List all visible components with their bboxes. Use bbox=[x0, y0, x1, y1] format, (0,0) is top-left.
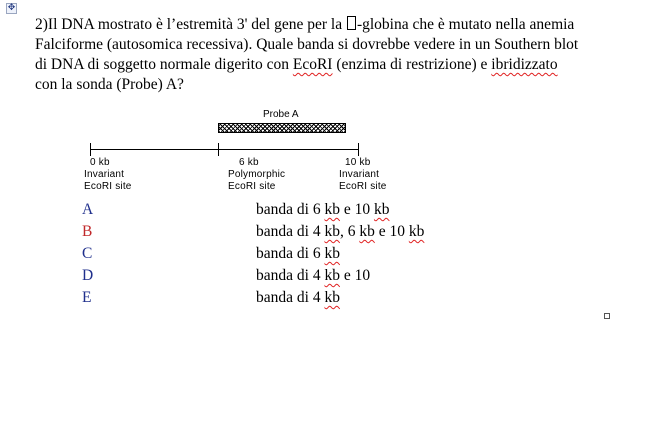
answer-text-part: , 6 bbox=[339, 223, 360, 240]
spellcheck-word-kb: kb bbox=[359, 223, 375, 240]
dna-baseline bbox=[90, 149, 359, 150]
answer-text-part: banda di 4 bbox=[256, 289, 325, 306]
answer-letter: E bbox=[82, 289, 92, 306]
question-line-2: Falciforme (autosomica recessiva). Quale banda si dovrebbe vedere in un Southern blot bbox=[35, 36, 579, 53]
answer-row-e bbox=[82, 289, 482, 311]
probe-a-bar bbox=[218, 123, 346, 133]
site-kind: Invariant bbox=[84, 169, 125, 180]
answer-row-c bbox=[82, 245, 482, 267]
answer-text bbox=[256, 201, 389, 219]
spellcheck-word-kb: kb bbox=[324, 201, 340, 218]
spellcheck-word-kb: kb bbox=[373, 201, 390, 218]
answer-text bbox=[256, 289, 340, 307]
answer-text-part: e 10 bbox=[339, 267, 371, 284]
site-position: 10 kb bbox=[345, 157, 371, 168]
answer-row-d bbox=[82, 267, 482, 289]
site-label-6kb bbox=[228, 157, 285, 193]
answer-letter: C bbox=[82, 245, 93, 262]
answer-text-part: banda di 6 bbox=[256, 201, 325, 218]
answer-text-part: banda di 4 bbox=[256, 223, 325, 240]
spellcheck-word-kb: kb bbox=[324, 289, 340, 306]
spellcheck-word-kb: kb bbox=[408, 223, 425, 240]
site-kind: Polymorphic bbox=[228, 169, 286, 180]
site-tick-6kb bbox=[218, 143, 219, 156]
site-name: EcoRI site bbox=[84, 181, 132, 192]
spellcheck-word-kb: kb bbox=[324, 267, 340, 284]
answer-text-part: banda di 4 bbox=[256, 267, 325, 284]
answer-list bbox=[82, 201, 482, 311]
spellcheck-word-kb: kb bbox=[324, 245, 340, 262]
answer-row-b bbox=[82, 223, 482, 245]
site-tick-0kb bbox=[90, 143, 91, 156]
question-line-1-end: -globina che è mutato nella anemia bbox=[356, 16, 575, 33]
site-position: 0 kb bbox=[90, 157, 110, 168]
answer-row-a bbox=[82, 201, 482, 223]
site-name: EcoRI site bbox=[339, 181, 387, 192]
question-line-4: con la sonda (Probe) A? bbox=[35, 76, 184, 93]
spellcheck-word-ibridizzato: ibridizzato bbox=[491, 56, 558, 73]
question-text bbox=[35, 15, 655, 95]
answer-letter: A bbox=[82, 201, 94, 218]
answer-text-part: e 10 bbox=[374, 223, 409, 240]
spellcheck-word-kb: kb bbox=[324, 223, 340, 240]
site-name: EcoRI site bbox=[228, 181, 276, 192]
probe-label: Probe A bbox=[263, 109, 299, 120]
spellcheck-word-ecori: EcoRI bbox=[292, 56, 333, 73]
site-position: 6 kb bbox=[239, 157, 259, 168]
answer-text-part: e 10 bbox=[339, 201, 374, 218]
restriction-map-diagram bbox=[80, 105, 400, 200]
site-tick-10kb bbox=[358, 143, 359, 156]
question-line-1 bbox=[35, 15, 655, 35]
answer-text bbox=[256, 245, 340, 263]
missing-glyph-icon bbox=[347, 16, 356, 30]
answer-text bbox=[256, 223, 424, 241]
question-line-3-mid: (enzima di restrizione) e bbox=[332, 56, 492, 73]
question-line-3 bbox=[35, 55, 655, 75]
site-kind: Invariant bbox=[339, 169, 380, 180]
question-line-3-start: di DNA di soggetto normale digerito con bbox=[35, 56, 293, 73]
table-move-handle-icon[interactable]: ✥ bbox=[7, 3, 16, 13]
answer-letter: D bbox=[82, 267, 94, 284]
site-label-0kb bbox=[84, 157, 132, 193]
answer-letter: B bbox=[82, 223, 93, 240]
question-line-1-start: 2)Il DNA mostrato è l’estremità 3' del gene per la bbox=[35, 16, 346, 33]
answer-text-part: banda di 6 bbox=[256, 245, 325, 262]
end-of-cell-marker-icon bbox=[604, 313, 610, 319]
answer-text bbox=[256, 267, 370, 285]
site-label-10kb bbox=[339, 157, 387, 193]
